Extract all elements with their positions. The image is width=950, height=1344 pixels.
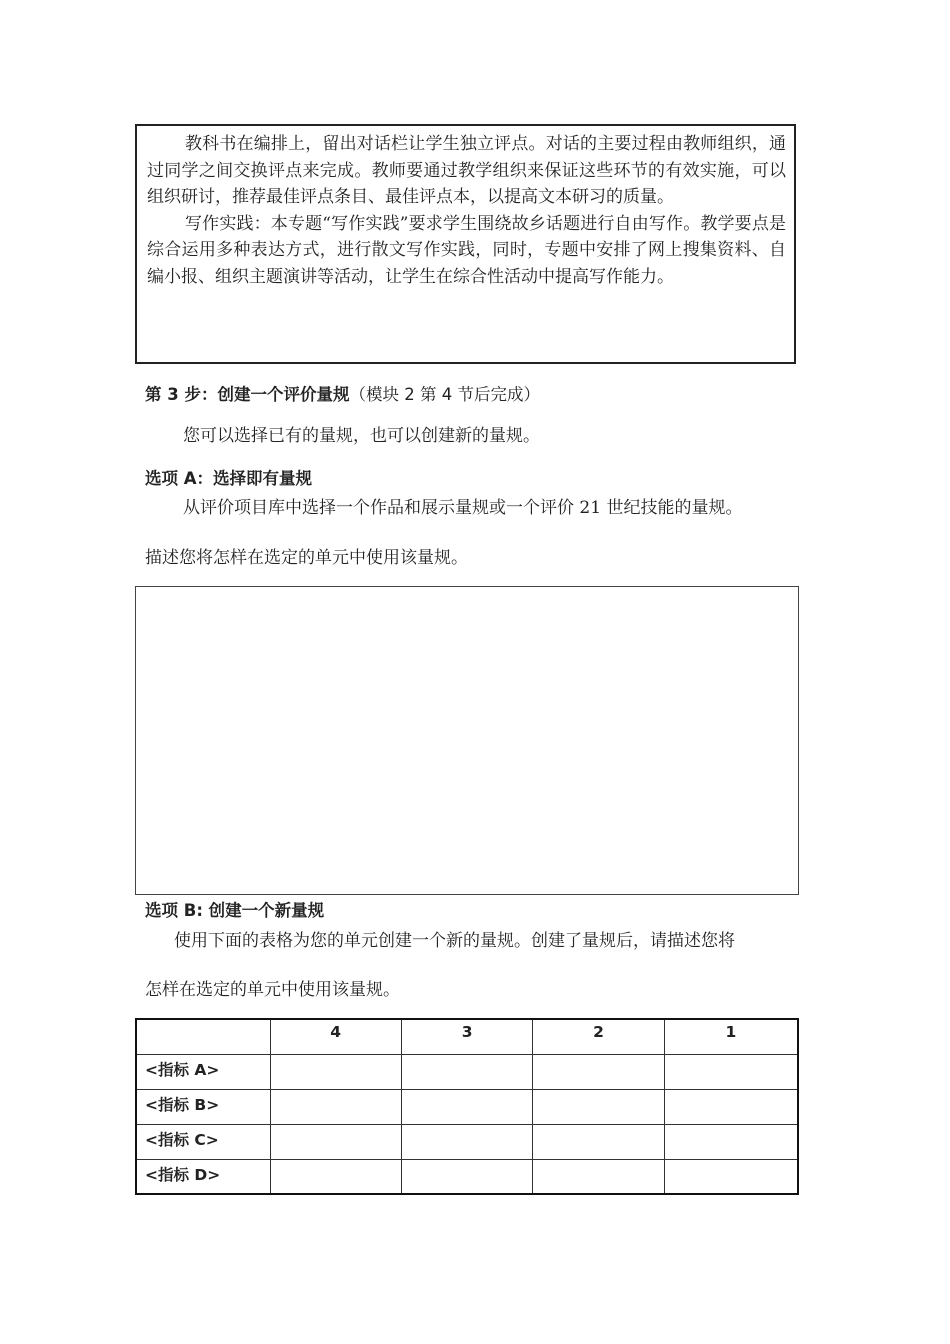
rubric-cell[interactable] <box>533 1089 664 1124</box>
rubric-table <box>135 1018 799 1195</box>
rubric-cell[interactable] <box>533 1124 664 1159</box>
rubric-header-corner <box>136 1019 270 1054</box>
option-a-answer-box[interactable] <box>135 586 799 895</box>
rubric-header-score-4: 4 <box>270 1019 401 1054</box>
option-b-instruction-line1: 使用下面的表格为您的单元创建一个新的量规。创建了量规后，请描述您将 <box>174 931 735 951</box>
rubric-cell[interactable] <box>401 1124 532 1159</box>
rubric-cell[interactable] <box>664 1089 798 1124</box>
rubric-cell[interactable] <box>270 1159 401 1194</box>
intro-paragraph-2: 写作实践：本专题“写作实践”要求学生围绕故乡话题进行自由写作。教学要点是综合运用多种表达方式，进行散文写作实践，同时，专题中安排了网上搜集资料、自编小报、组织主题演讲等活动，让学生在综合性活动中提高写作能力。 <box>147 213 786 287</box>
rubric-header-score-3: 3 <box>401 1019 532 1054</box>
rubric-cell[interactable] <box>401 1159 532 1194</box>
rubric-row-a <box>136 1054 798 1089</box>
step3-note: （模块 2 第 4 节后完成） <box>349 385 540 404</box>
rubric-row-d <box>136 1159 798 1194</box>
rubric-header-score-1: 1 <box>664 1019 798 1054</box>
option-b-instruction-line2: 怎样在选定的单元中使用该量规。 <box>145 980 400 1000</box>
rubric-cell[interactable] <box>533 1159 664 1194</box>
rubric-cell[interactable] <box>401 1054 532 1089</box>
rubric-cell[interactable] <box>270 1054 401 1089</box>
option-a-title: 选项 A：选择即有量规 <box>145 469 313 488</box>
rubric-header-row <box>136 1019 798 1054</box>
step3-title: 第 3 步：创建一个评价量规 <box>145 385 350 404</box>
rubric-cell[interactable] <box>270 1089 401 1124</box>
rubric-row-c <box>136 1124 798 1159</box>
option-b-title: 选项 B: 创建一个新量规 <box>145 901 325 920</box>
rubric-indicator-d: <指标 D> <box>136 1159 270 1194</box>
rubric-cell[interactable] <box>270 1124 401 1159</box>
option-a-instruction: 从评价项目库中选择一个作品和展示量规或一个评价 21 世纪技能的量规。 <box>183 498 743 518</box>
rubric-cell[interactable] <box>664 1159 798 1194</box>
rubric-row-b <box>136 1089 798 1124</box>
rubric-cell[interactable] <box>664 1124 798 1159</box>
rubric-cell[interactable] <box>664 1054 798 1089</box>
step3-intro: 您可以选择已有的量规，也可以创建新的量规。 <box>183 426 540 446</box>
rubric-cell[interactable] <box>401 1089 532 1124</box>
step3-heading <box>145 381 540 405</box>
rubric-header-score-2: 2 <box>533 1019 664 1054</box>
rubric-cell[interactable] <box>533 1054 664 1089</box>
rubric-indicator-b: <指标 B> <box>136 1089 270 1124</box>
rubric-indicator-a: <指标 A> <box>136 1054 270 1089</box>
intro-text-box <box>135 124 796 364</box>
option-a-prompt: 描述您将怎样在选定的单元中使用该量规。 <box>145 548 468 568</box>
rubric-indicator-c: <指标 C> <box>136 1124 270 1159</box>
intro-paragraph-1: 教科书在编排上，留出对话栏让学生独立评点。对话的主要过程由教师组织，通过同学之间交换评点来完成。教师要通过教学组织来保证这些环节的有效实施，可以组织研讨，推荐最佳评点条目、最佳评点本，以提高文本研习的质量。 <box>147 134 786 207</box>
